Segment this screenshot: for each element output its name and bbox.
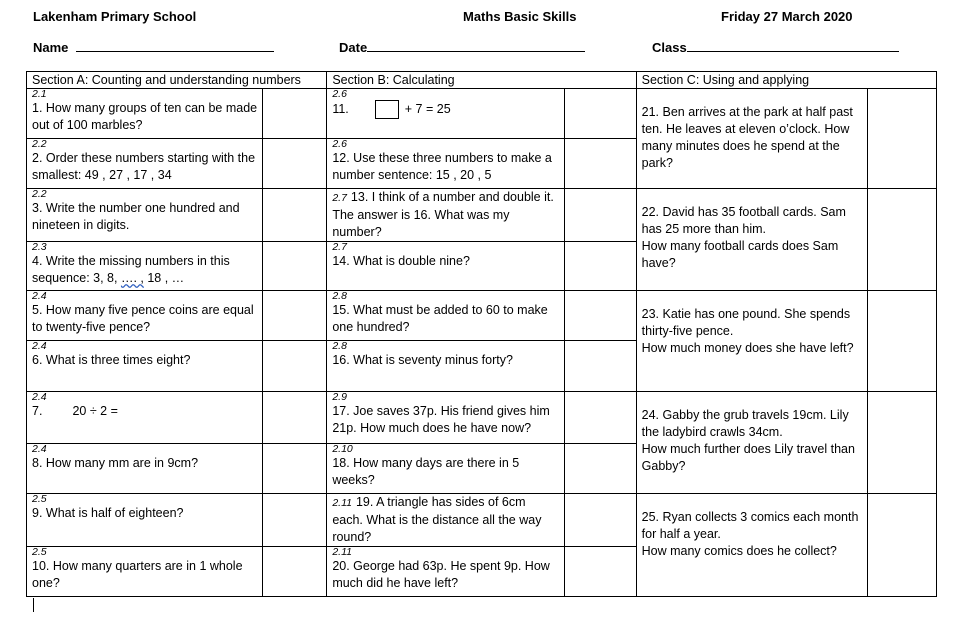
answer-cell[interactable] (564, 547, 636, 597)
curriculum-ref: 2.8 (332, 340, 347, 352)
name-line[interactable] (76, 39, 274, 52)
answer-cell[interactable] (867, 494, 936, 597)
curriculum-ref: 2.1 (32, 88, 47, 100)
question-cell (636, 291, 867, 392)
answer-cell[interactable] (564, 291, 636, 341)
answer-cell[interactable] (263, 189, 327, 242)
question-text (332, 100, 558, 119)
question-cell (327, 392, 564, 444)
text-cursor (33, 598, 34, 612)
answer-cell[interactable] (867, 291, 936, 392)
curriculum-ref: 2.4 (32, 290, 47, 302)
question-text: 20. George had 63p. He spent 9p. How much did he have left? (332, 559, 550, 590)
question-cell (27, 89, 263, 139)
answer-cell[interactable] (263, 291, 327, 341)
curriculum-ref: 2.6 (332, 138, 347, 150)
question-cell (27, 242, 263, 291)
date-line[interactable] (367, 39, 585, 52)
blank-dots[interactable]: …. , (120, 271, 144, 285)
curriculum-ref: 2.4 (32, 340, 47, 352)
question-text: 13. I think of a number and double it. The answer is 16. What was my number? (332, 190, 554, 239)
question-cell (327, 341, 564, 392)
question-text: 18. How many days are there in 5 weeks? (332, 456, 520, 487)
question-cell (27, 189, 263, 242)
curriculum-ref: 2.6 (332, 88, 347, 100)
question-text: 14. What is double nine? (332, 254, 470, 268)
question-text: 15. What must be added to 60 to make one hundred? (332, 303, 548, 334)
answer-cell[interactable] (263, 242, 327, 291)
curriculum-ref: 2.7 (332, 192, 347, 204)
question-cell (327, 242, 564, 291)
section-a-header: Section A: Counting and understanding numbers (27, 72, 327, 89)
question-text: 9. What is half of eighteen? (32, 506, 184, 520)
name-field[interactable] (33, 39, 274, 55)
section-c-header: Section C: Using and applying (636, 72, 936, 89)
worksheet-date: Friday 27 March 2020 (721, 9, 853, 24)
answer-cell[interactable] (263, 89, 327, 139)
question-number: 11. (332, 101, 349, 116)
question-text: 2. Order these numbers starting with the smallest: 49 , 27 , 17 , 34 (32, 151, 256, 182)
question-cell (327, 139, 564, 189)
answer-cell[interactable] (263, 444, 327, 494)
question-text (32, 403, 257, 420)
question-cell (636, 189, 867, 291)
answer-cell[interactable] (564, 444, 636, 494)
question-text: 1. How many groups of ten can be made out of 100 marbles? (32, 101, 258, 132)
answer-cell[interactable] (263, 341, 327, 392)
class-label: Class (652, 40, 687, 55)
question-cell (27, 392, 263, 444)
curriculum-ref: 2.8 (332, 290, 347, 302)
curriculum-ref: 2.4 (32, 391, 47, 403)
answer-cell[interactable] (564, 139, 636, 189)
answer-cell[interactable] (263, 547, 327, 597)
answer-cell[interactable] (867, 189, 936, 291)
question-cell (27, 494, 263, 547)
answer-cell[interactable] (564, 242, 636, 291)
question-text: 25. Ryan collects 3 comics each month for half a year. (641, 510, 859, 541)
question-cell (327, 189, 564, 242)
curriculum-ref: 2.10 (332, 443, 353, 455)
table-row (27, 494, 937, 547)
answer-cell[interactable] (564, 341, 636, 392)
curriculum-ref: 2.4 (32, 443, 47, 455)
answer-cell[interactable] (263, 139, 327, 189)
question-expression: 20 ÷ 2 = (72, 404, 118, 418)
worksheet-subject: Maths Basic Skills (463, 9, 577, 24)
answer-cell[interactable] (867, 89, 936, 189)
question-text: 4. Write the missing numbers in this sequence: 3, 8, …. , 18 , … (32, 254, 230, 285)
answer-cell[interactable] (867, 392, 936, 494)
date-field[interactable] (339, 39, 585, 55)
question-cell (327, 494, 564, 547)
table-row (27, 392, 937, 444)
question-text: 6. What is three times eight? (32, 353, 191, 367)
question-text: 5. How many five pence coins are equal to twenty-five pence? (32, 303, 254, 334)
question-prompt: How many football cards does Sam have? (641, 239, 839, 270)
curriculum-ref: 2.7 (332, 241, 347, 253)
question-cell (327, 291, 564, 341)
date-label: Date (339, 40, 368, 55)
question-text: 16. What is seventy minus forty? (332, 353, 513, 367)
question-cell (327, 444, 564, 494)
answer-cell[interactable] (263, 392, 327, 444)
question-cell (327, 89, 564, 139)
answer-cell[interactable] (263, 494, 327, 547)
question-cell (636, 89, 867, 189)
table-row (27, 291, 937, 341)
table-row (27, 189, 937, 242)
answer-cell[interactable] (564, 494, 636, 547)
question-cell (636, 494, 867, 597)
curriculum-ref: 2.2 (32, 188, 47, 200)
section-b-header: Section B: Calculating (327, 72, 636, 89)
question-text: 24. Gabby the grub travels 19cm. Lily the ladybird crawls 34cm. (641, 408, 849, 439)
question-text: 12. Use these three numbers to make a number sentence: 15 , 20 , 5 (332, 151, 552, 182)
question-prompt: How many comics does he collect? (641, 544, 837, 558)
curriculum-ref: 2.9 (332, 391, 347, 403)
missing-number-box[interactable] (375, 100, 399, 119)
name-label: Name (33, 40, 69, 55)
curriculum-ref: 2.3 (32, 241, 47, 253)
worksheet-table (26, 71, 937, 597)
question-cell (27, 547, 263, 597)
table-row (27, 89, 937, 139)
question-cell (27, 139, 263, 189)
section-header-row (27, 72, 937, 89)
question-prompt: How much money does she have left? (641, 341, 854, 355)
answer-cell[interactable] (564, 392, 636, 444)
question-number: 7. (32, 404, 43, 418)
curriculum-ref: 2.2 (32, 138, 47, 150)
question-cell (27, 291, 263, 341)
question-text: 17. Joe saves 37p. His friend gives him 21p. How much does he have now? (332, 404, 550, 435)
question-text: 10. How many quarters are in 1 whole one? (32, 559, 243, 590)
question-cell (636, 392, 867, 494)
question-text: 21. Ben arrives at the park at half past ten. He leaves at eleven o’clock. How many minutes does he spend at the park? (641, 105, 853, 170)
curriculum-ref: 2.5 (32, 546, 47, 558)
curriculum-ref: 2.11 (332, 546, 352, 558)
answer-cell[interactable] (564, 189, 636, 242)
answer-cell[interactable] (564, 89, 636, 139)
class-line[interactable] (687, 39, 899, 52)
school-name: Lakenham Primary School (33, 9, 197, 24)
question-cell (27, 341, 263, 392)
curriculum-ref: 2.5 (32, 493, 47, 505)
question-text: 22. David has 35 football cards. Sam has 25 more than him. (641, 205, 846, 236)
question-expression: + 7 = 25 (404, 101, 451, 116)
question-cell (27, 444, 263, 494)
question-cell (327, 547, 564, 597)
question-text: 3. Write the number one hundred and nineteen in digits. (32, 201, 240, 232)
class-field[interactable] (652, 39, 899, 55)
question-text: 8. How many mm are in 9cm? (32, 456, 199, 470)
question-text: 23. Katie has one pound. She spends thirty-five pence. (641, 307, 851, 338)
question-text: 19. A triangle has sides of 6cm each. What is the distance all the way round? (332, 495, 542, 544)
curriculum-ref: 2.11 (332, 497, 352, 509)
question-prompt: How much further does Lily travel than Gabby? (641, 442, 855, 473)
